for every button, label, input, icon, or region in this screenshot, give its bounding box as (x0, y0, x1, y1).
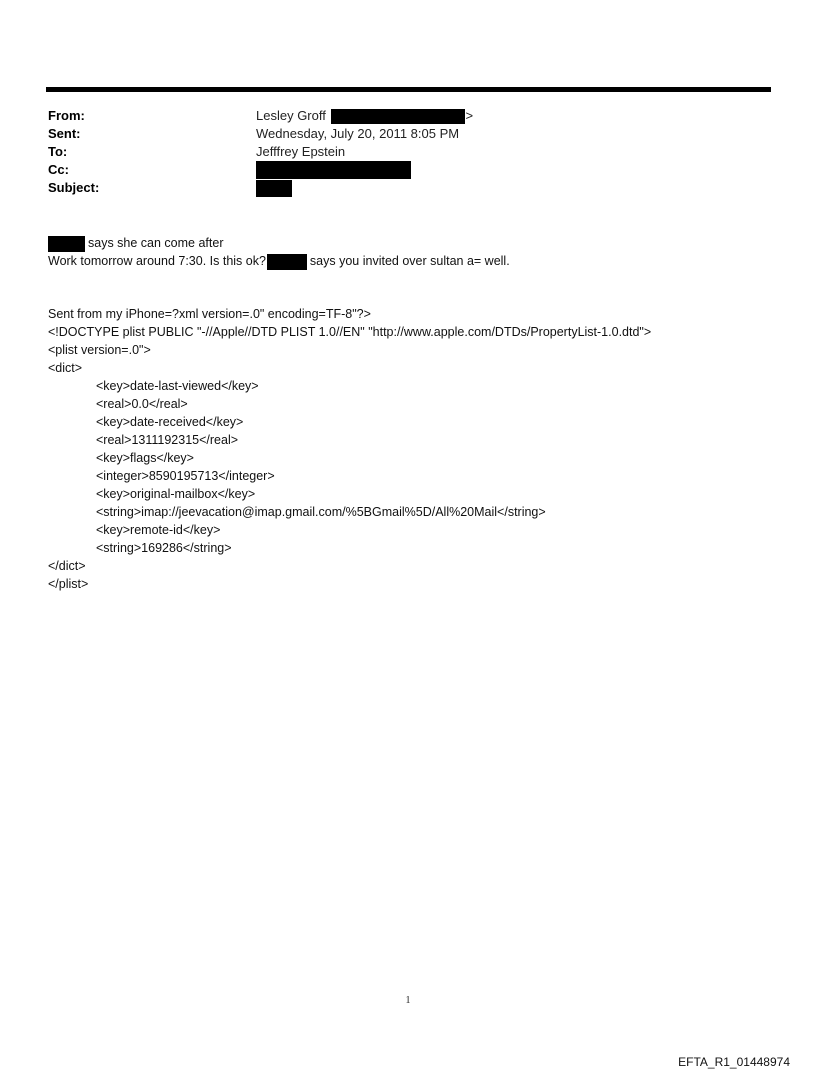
dict-line: <string>169286</string> (96, 541, 232, 555)
dict-close-line: </dict> (48, 559, 86, 573)
from-email-suffix: > (465, 108, 474, 123)
dict-line: <key>date-received</key> (96, 415, 244, 429)
dict-line: <integer>8590195713</integer> (96, 469, 275, 483)
subject-redaction (256, 180, 292, 197)
dict-line: <key>remote-id</key> (96, 523, 221, 537)
body-line-1-text: says she can come after (88, 236, 224, 250)
dict-open-line: <dict> (48, 361, 83, 375)
page-number: 1 (405, 995, 411, 1006)
body-line-2 (48, 252, 510, 270)
subject-label: Subject: (48, 180, 100, 195)
name-redaction-1 (48, 236, 85, 252)
dict-line: <key>original-mailbox</key> (96, 487, 256, 501)
sent-label: Sent: (48, 126, 81, 141)
body-line-2-text-b: says you invited over sultan a= well. (309, 254, 510, 268)
body-line-1 (48, 234, 223, 252)
bates-number: EFTA_R1_01448974 (678, 1055, 790, 1069)
cc-label: Cc: (48, 162, 69, 177)
plist-open-line: <plist version=.0"> (48, 343, 151, 357)
cc-redaction (256, 161, 411, 179)
dict-line: <string>imap://jeevacation@imap.gmail.com/%5BGmail%5D/All%20Mail</string> (96, 505, 546, 519)
doctype-line: <!DOCTYPE plist PUBLIC "-//Apple//DTD PLIST 1.0//EN" "http://www.apple.com/DTDs/PropertyList-1.0.dtd"> (48, 325, 652, 339)
dict-line: <key>date-last-viewed</key> (96, 379, 259, 393)
sent-value: Wednesday, July 20, 2011 8:05 PM (256, 126, 460, 141)
to-value: Jefffrey Epstein (256, 144, 346, 159)
from-label: From: (48, 108, 85, 123)
plist-close-line: </plist> (48, 577, 89, 591)
to-label: To: (48, 144, 68, 159)
dict-line: <key>flags</key> (96, 451, 194, 465)
name-redaction-2 (267, 254, 307, 270)
sent-from-line: Sent from my iPhone=?xml version=.0" encoding=TF-8"?> (48, 307, 371, 321)
dict-line: <real>1311192315</real> (96, 433, 239, 447)
from-email-redaction (331, 109, 465, 124)
from-value (256, 107, 473, 125)
dict-line: <real>0.0</real> (96, 397, 188, 411)
header-rule (46, 87, 771, 92)
from-name: Lesley Groff (256, 108, 326, 123)
body-line-2-text-a: Work tomorrow around 7:30. Is this ok? (48, 254, 266, 268)
